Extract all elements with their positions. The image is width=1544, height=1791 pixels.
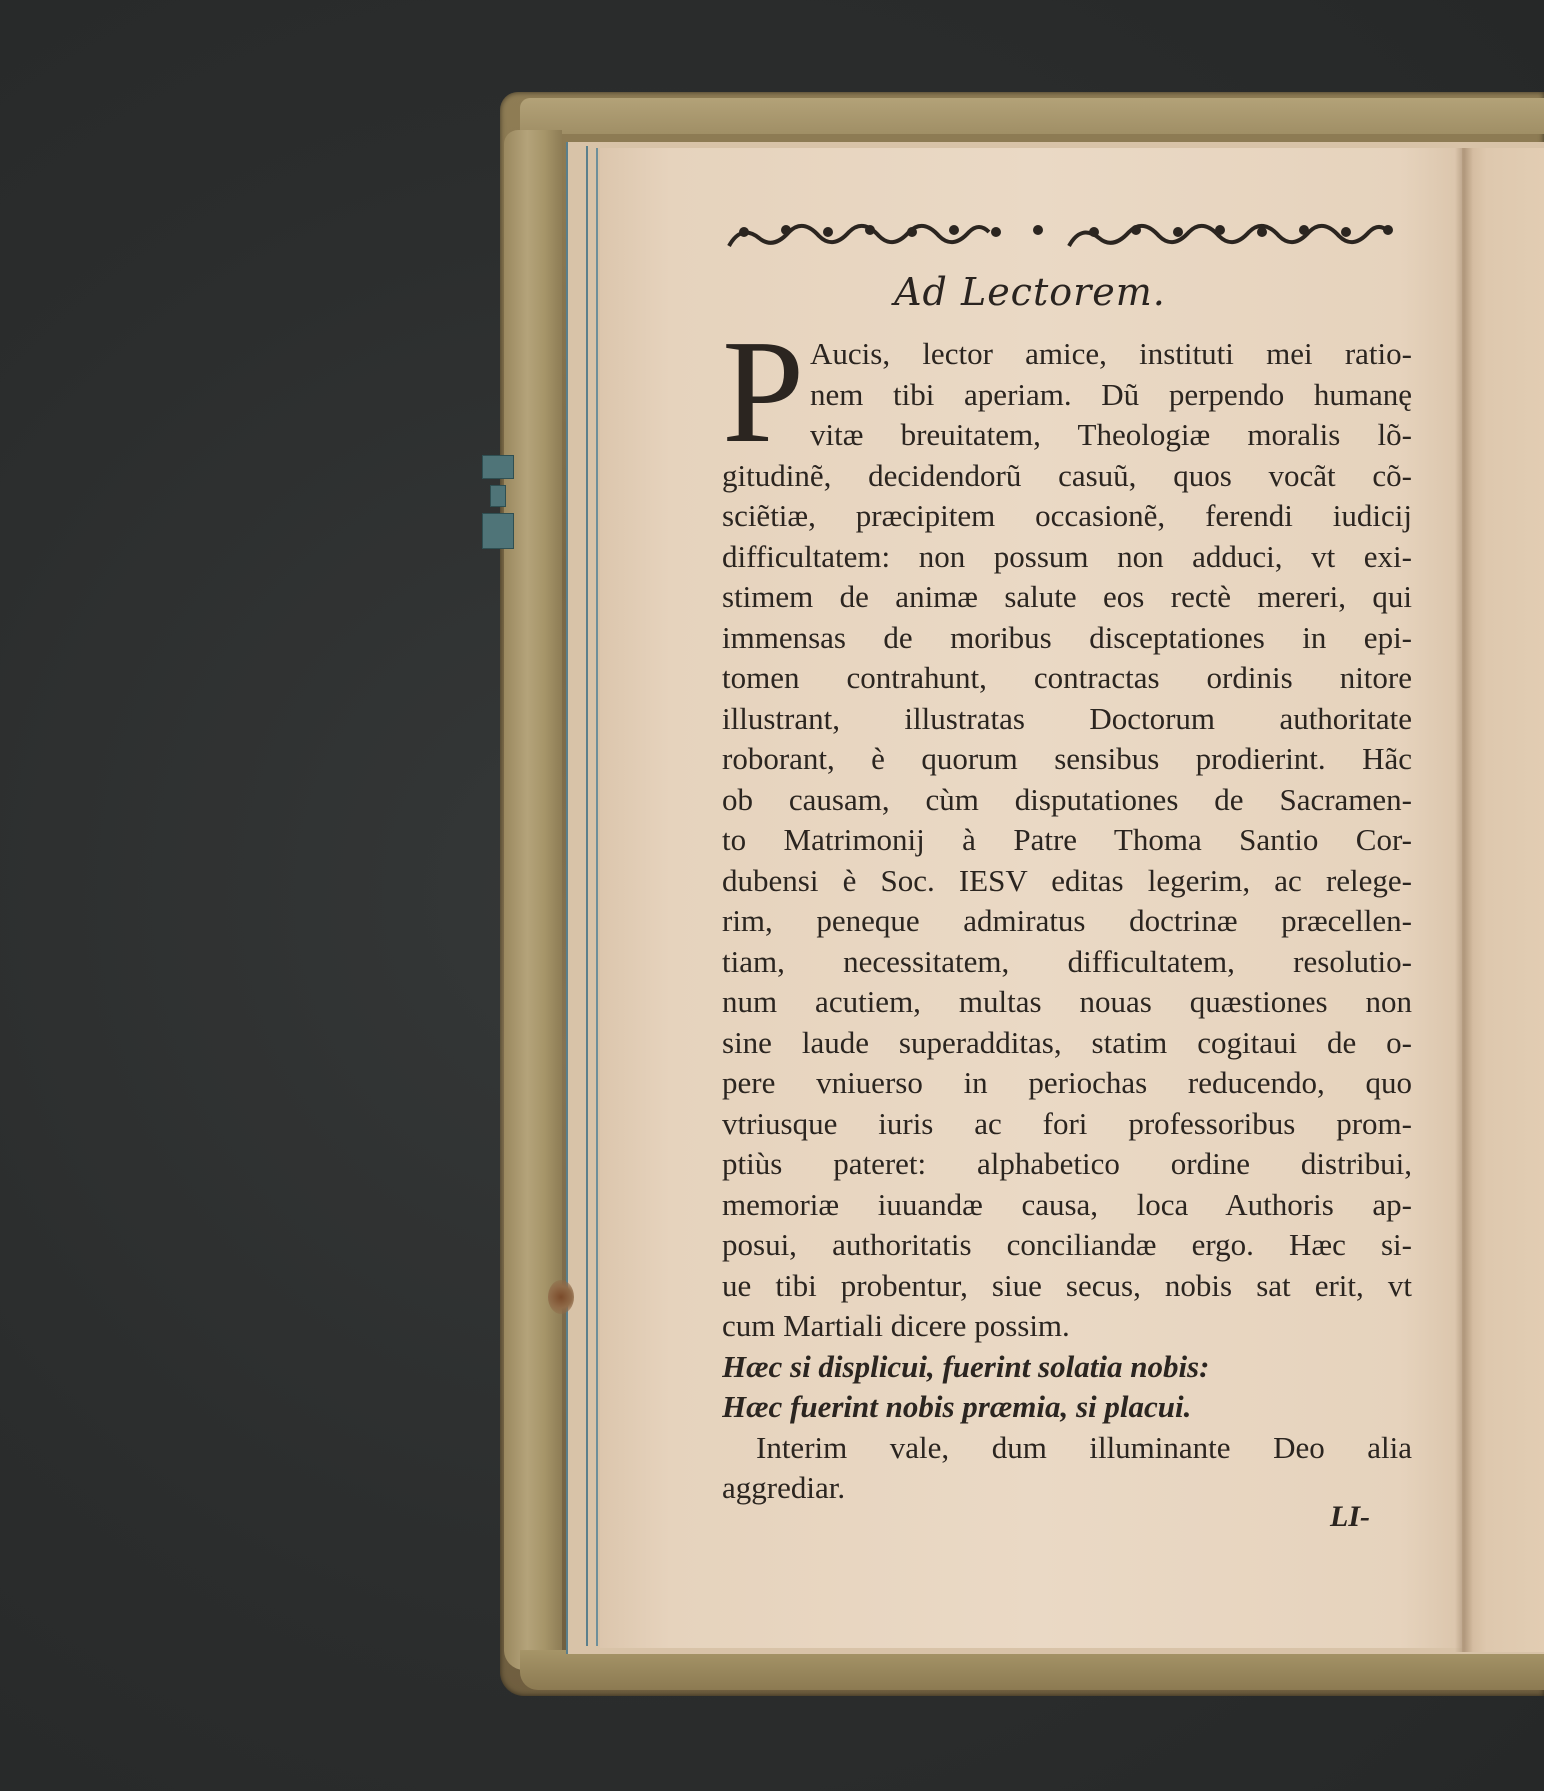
body-text [722, 310, 1412, 1509]
gutter-shadow [1455, 148, 1473, 1652]
stain-mark [548, 1280, 574, 1314]
text-line: posui, authoritatis conciliandæ ergo. Hæc si- [722, 1227, 1412, 1262]
blue-edge-line-inner [596, 148, 598, 1646]
text-line: nem tibi aperiam. Dũ perpendo humanę [810, 376, 1412, 412]
text-line: memoriæ iuuandæ causa, loca Authoris ap- [722, 1186, 1412, 1222]
text-line: sciẽtiæ, præcipitem occasionẽ, ferendi iudicij [722, 498, 1412, 533]
cover-left-edge [504, 130, 562, 1670]
ornament-dots [739, 225, 1393, 237]
cover-bottom-edge [520, 1650, 1544, 1690]
text-line: gitudinẽ, decidendorũ casuũ, quos vocãt cõ- [722, 457, 1412, 493]
text-line: Aucis, lector amice, instituti mei ratio- [810, 336, 1412, 371]
text-line: ue tibi probentur, siue secus, nobis sat erit, vt [722, 1267, 1412, 1303]
clasp-top-piece [482, 455, 514, 479]
text-line: sine laude superadditas, statim cogitaui de o- [722, 1024, 1412, 1060]
book-clasp [482, 455, 512, 549]
text-line: vtriusque iuris ac fori professoribus prom- [722, 1105, 1412, 1141]
clasp-middle-piece [490, 485, 506, 507]
verse-line: Hæc si displicui, fuerint solatia nobis: [722, 1348, 1210, 1384]
text-line: dubensi è Soc. IESV editas legerim, ac relege- [722, 862, 1412, 898]
text-line: immensas de moribus disceptationes in epi- [722, 619, 1412, 655]
text-line: tomen contrahunt, contractas ordinis nitore [722, 660, 1412, 695]
drop-cap: P [722, 310, 805, 474]
text-line: cum Martiali dicere possim. [722, 1308, 1070, 1343]
ornament-band [724, 218, 1414, 258]
text-line: rim, peneque admiratus doctrinæ præcellen- [722, 903, 1412, 938]
text-line: ob causam, cùm disputationes de Sacramen- [722, 781, 1412, 817]
text-line: num acutiem, multas nouas quæstiones non [722, 984, 1412, 1019]
clasp-bottom-piece [482, 513, 514, 549]
text-line: pere vniuerso in periochas reducendo, quo [722, 1065, 1412, 1100]
verse-line: Hæc fuerint nobis præmia, si placui. [722, 1389, 1192, 1424]
closing-line: Interim vale, dum illuminante Deo alia [756, 1429, 1412, 1465]
text-line: to Matrimonij à Patre Thoma Santio Cor- [722, 822, 1412, 857]
page-heading: Ad Lectorem. [894, 270, 1166, 314]
blue-edge-line [586, 146, 588, 1646]
catchword: LI- [1330, 1500, 1370, 1533]
facing-page-edge [1462, 148, 1544, 1652]
cover-top-edge [520, 98, 1544, 134]
closing-line: aggrediar. [722, 1470, 846, 1505]
text-line: roborant, è quorum sensibus prodierint. Hãc [722, 741, 1412, 776]
text-line: vitæ breuitatem, Theologiæ moralis lõ- [810, 417, 1412, 452]
text-line: stimem de animæ salute eos rectè mereri, qui [722, 579, 1412, 614]
text-line: ptiùs pateret: alphabetico ordine distribui, [722, 1146, 1412, 1181]
text-line: difficultatem: non possum non adduci, vt exi- [722, 538, 1412, 574]
text-line: illustrant, illustratas Doctorum authoritate [722, 700, 1412, 736]
text-line: tiam, necessitatem, difficultatem, resolutio- [722, 943, 1412, 979]
